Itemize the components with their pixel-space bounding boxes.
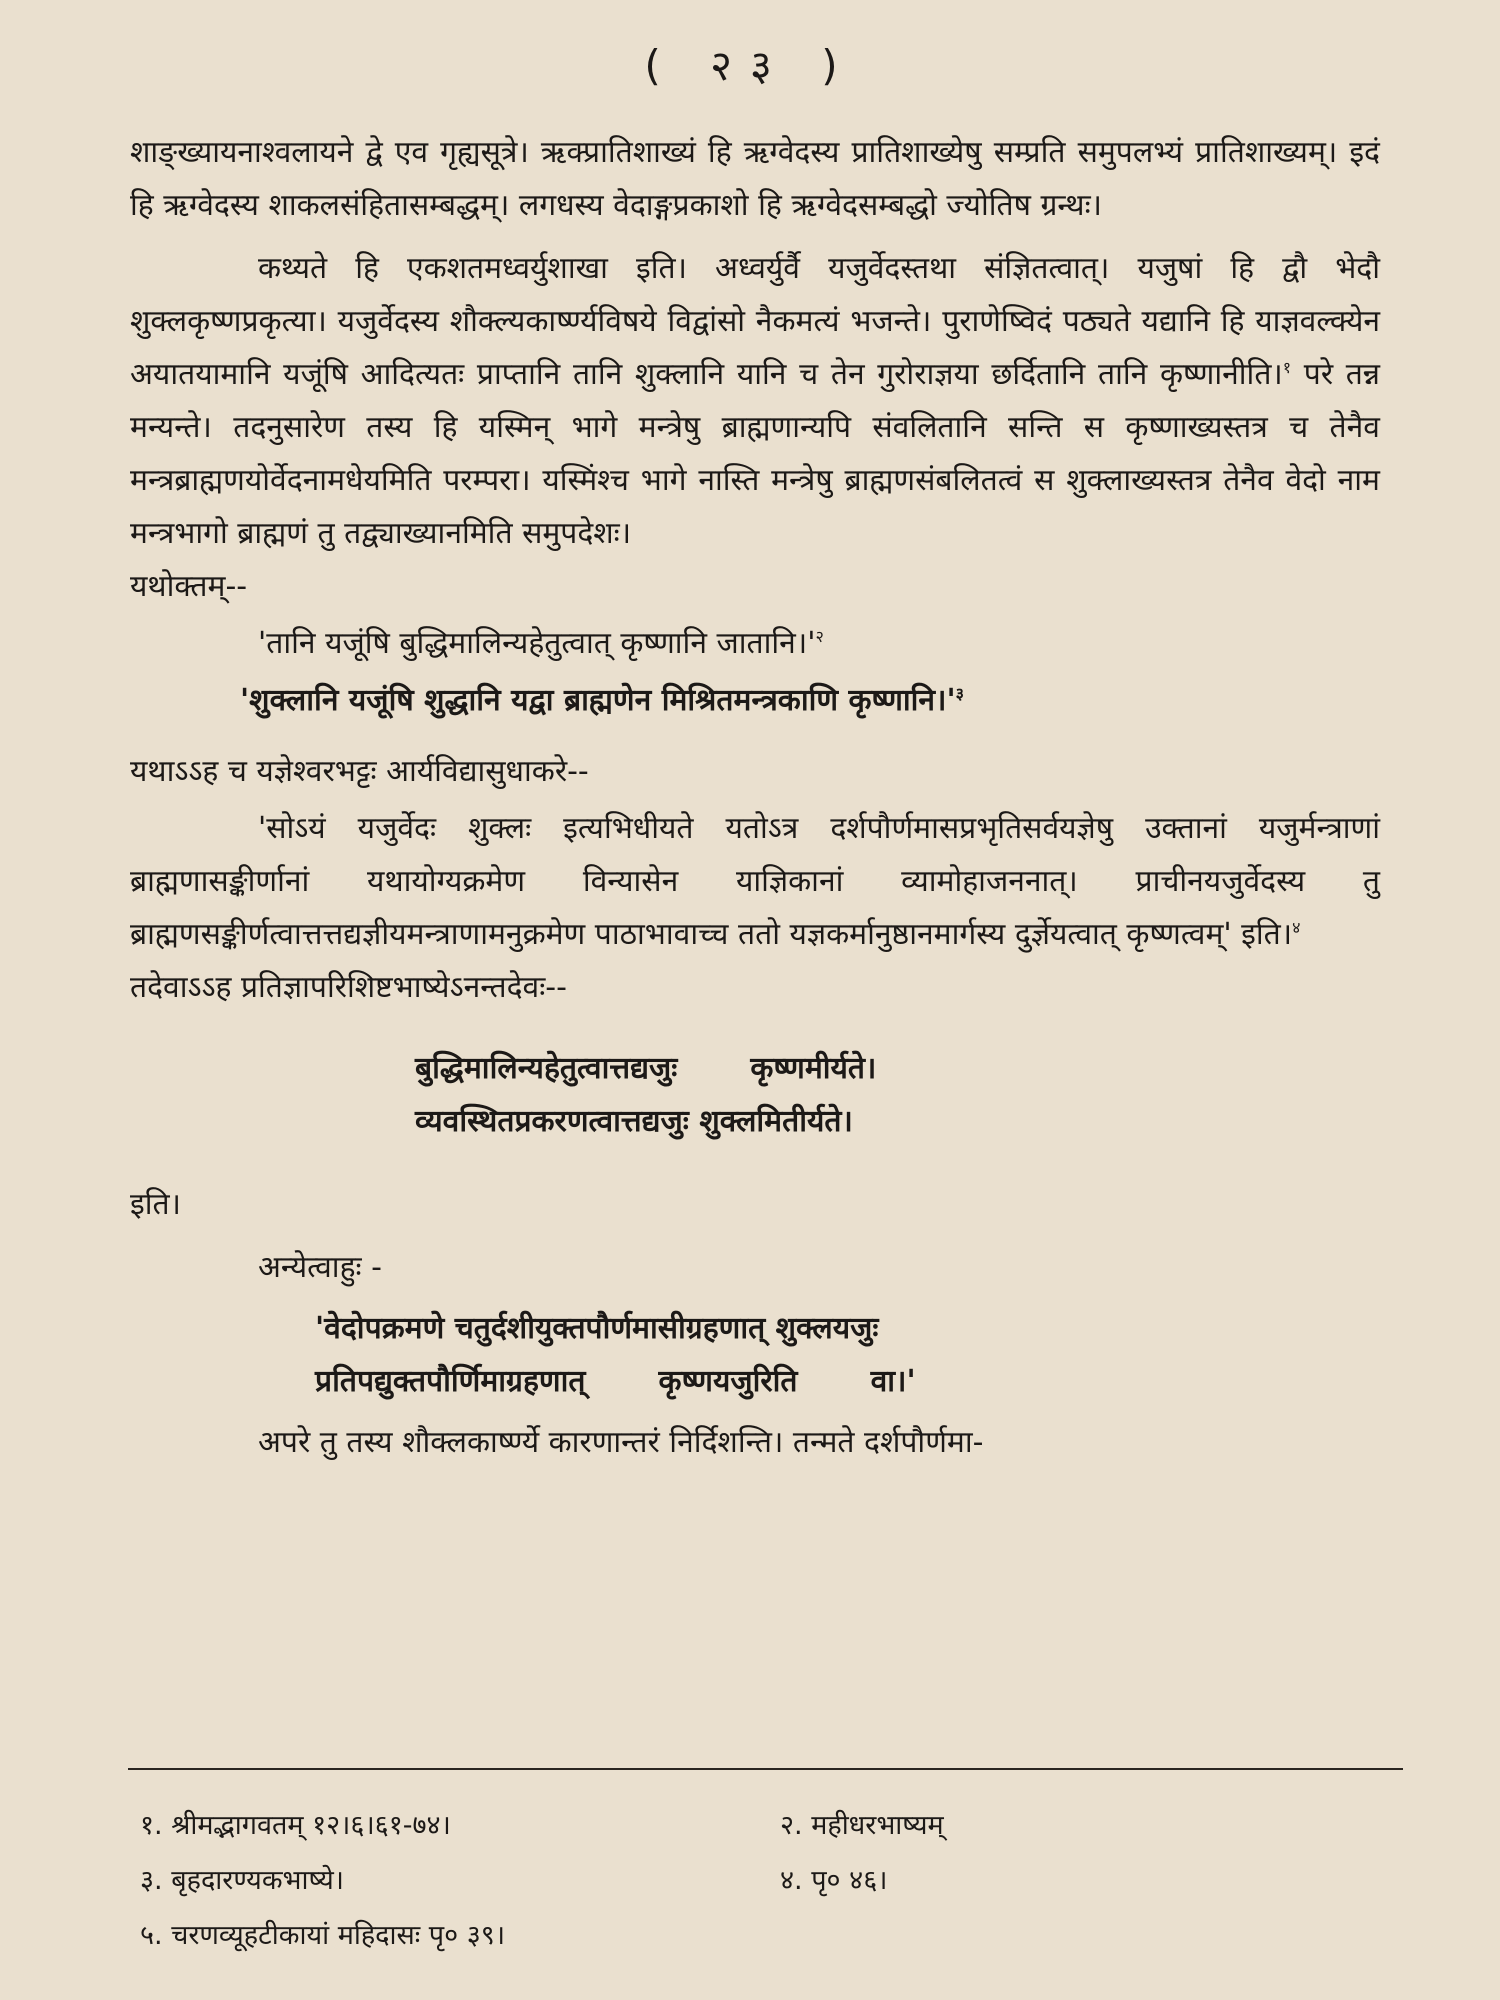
quote-1-text: 'तानि यजूंषि बुद्धिमालिन्यहेतुत्वात् कृष्णानि जातानि।' (258, 626, 816, 661)
anye-line: अन्येत्वाहुः - (258, 1250, 382, 1285)
footnote-ref-4: ४ (1292, 918, 1301, 937)
main-text (130, 126, 1380, 1469)
paragraph-2-part-a: कथ्यते हि एकशतमध्वर्युशाखा इति। अध्वर्युर्वै यजुर्वेदस्तथा संज्ञितत्वात्। यजुषां हि द्वौ भेदौ शुक्लकृष्णप्रकृत्या। यजुर्वेदस्य शौक्ल्यकार्ष्ण्यविषये विद्वांसो नैकमत्यं भजन्ते। पुराणेष्विदं पठ्यते यद्यानि हि याज्ञवल्क्येन अयातयामानि यजूंषि आदित्यतः प्राप्तानि तानि शुक्लानि यानि च तेन गुरोराज्ञया छर्दितानि तानि कृष्णानीति। (130, 251, 1380, 392)
footnote-ref-2: २ (815, 627, 824, 646)
footnote-divider (128, 1768, 1403, 1770)
verse-block (130, 1042, 1380, 1148)
paragraph-1: शाङ्ख्यायनाश्वलायने द्वे एव गृह्यसूत्रे। ऋक्प्रातिशाख्यं हि ऋग्वेदस्य प्रातिशाख्येषु सम्प्रति समुपलभ्यं प्रातिशाख्यम्। इदं हि ऋग्वेदस्य शाकलसंहितासम्बद्धम्। लगधस्य वेदाङ्गप्रकाशो हि ऋग्वेदसम्बद्धो ज्योतिष ग्रन्थः। (130, 135, 1380, 223)
quote-3-line-1: 'वेदोपक्रमणे चतुर्दशीयुक्तपौर्णमासीग्रहणात् शुक्लयजुः (315, 1311, 879, 1346)
paragraph-4: अपरे तु तस्य शौक्लकार्ष्ण्ये कारणान्तरं निर्दिशन्ति। तन्मते दर्शपौर्णमा- (258, 1425, 984, 1460)
footnote-3: ३. बृहदारण्यकभाष्ये। (140, 1865, 345, 1896)
quote-2-text: 'शुक्लानि यजूंषि शुद्धानि यद्वा ब्राह्मणेन मिश्रितमन्त्रकाणि कृष्णानि।' (240, 683, 956, 718)
footnote-row-3 (140, 1908, 1380, 1963)
quote-3-line-2: प्रतिपद्युक्तपौर्णिमाग्रहणात् कृष्णयजुरिति वा।' (315, 1364, 916, 1399)
quote-1 (130, 617, 1380, 670)
paragraph-3 (130, 802, 1380, 961)
page-number: ( २३ ) (644, 41, 856, 90)
paragraph-3-text: 'सोऽयं यजुर्वेदः शुक्लः इत्यभिधीयते यतोऽत्र दर्शपौर्णमासप्रभृतिसर्वयज्ञेषु उक्तानां यजुर्मन्त्राणां ब्राह्मणासङ्कीर्णानां यथायोग्यक्रमेण विन्यासेन याज्ञिकानां व्यामोहाजननात्। प्राचीनयजुर्वेदस्य तु ब्राह्मणसङ्कीर्णत्वात्तत्तद्यज्ञीयमन्त्राणामनुक्रमेण पाठाभावाच्च ततो यज्ञकर्मानुष्ठानमार्गस्य दुर्ज्ञेयत्वात् कृष्णत्वम्' इति। (130, 811, 1380, 952)
yatha-aha-line: यथाऽऽह च यज्ञेश्वरभट्टः आर्यविद्यासुधाकरे-- (130, 754, 589, 789)
paragraph-2-part-b: परे तन्न मन्यन्ते। तदनुसारेण तस्य हि यस्मिन् भागे मन्त्रेषु ब्राह्मणान्यपि संवलितानि सन्ति स कृष्णाख्यस्तत्र च तेनैव मन्त्रब्राह्मणयोर्वेदनामधेयमिति परम्परा। यस्मिंश्च भागे नास्ति मन्त्रेषु ब्राह्मणसंबलितत्वं स शुक्लाख्यस्तत्र तेनैव वेदो नाम मन्त्रभागो ब्राह्मणं तु तद्व्याख्यानमिति समुपदेशः। (130, 357, 1380, 551)
yathoktam-line: यथोक्तम्-- (130, 569, 248, 604)
footnote-5: ५. चरणव्यूहटीकायां महिदासः पृ० ३९। (140, 1920, 506, 1951)
footnotes (140, 1798, 1380, 1963)
verse-line-1: बुद्धिमालिन्यहेतुत्वात्तद्यजुः कृष्णमीर्यते। (415, 1051, 877, 1086)
footnote-ref-3: ३ (955, 684, 964, 703)
paragraph-2 (130, 242, 1380, 560)
tadeva-line: तदेवाऽऽह प्रतिज्ञापरिशिष्टभाष्येऽनन्तदेवः-- (130, 970, 567, 1005)
footnote-2: २. महीधरभाष्यम् (780, 1810, 944, 1841)
footnote-1: १. श्रीमद्भागवतम् १२।६।६१-७४। (140, 1810, 451, 1841)
verse-line-2: व्यवस्थितप्रकरणत्वात्तद्यजुः शुक्लमितीर्यते। (415, 1104, 853, 1139)
footnote-row-1 (140, 1798, 1380, 1853)
footnote-row-2 (140, 1853, 1380, 1908)
iti-line: इति। (130, 1187, 181, 1222)
quote-2 (130, 674, 1380, 727)
footnote-4: ४. पृ० ४६। (780, 1865, 888, 1896)
footnote-ref-1: १ (1282, 358, 1292, 377)
